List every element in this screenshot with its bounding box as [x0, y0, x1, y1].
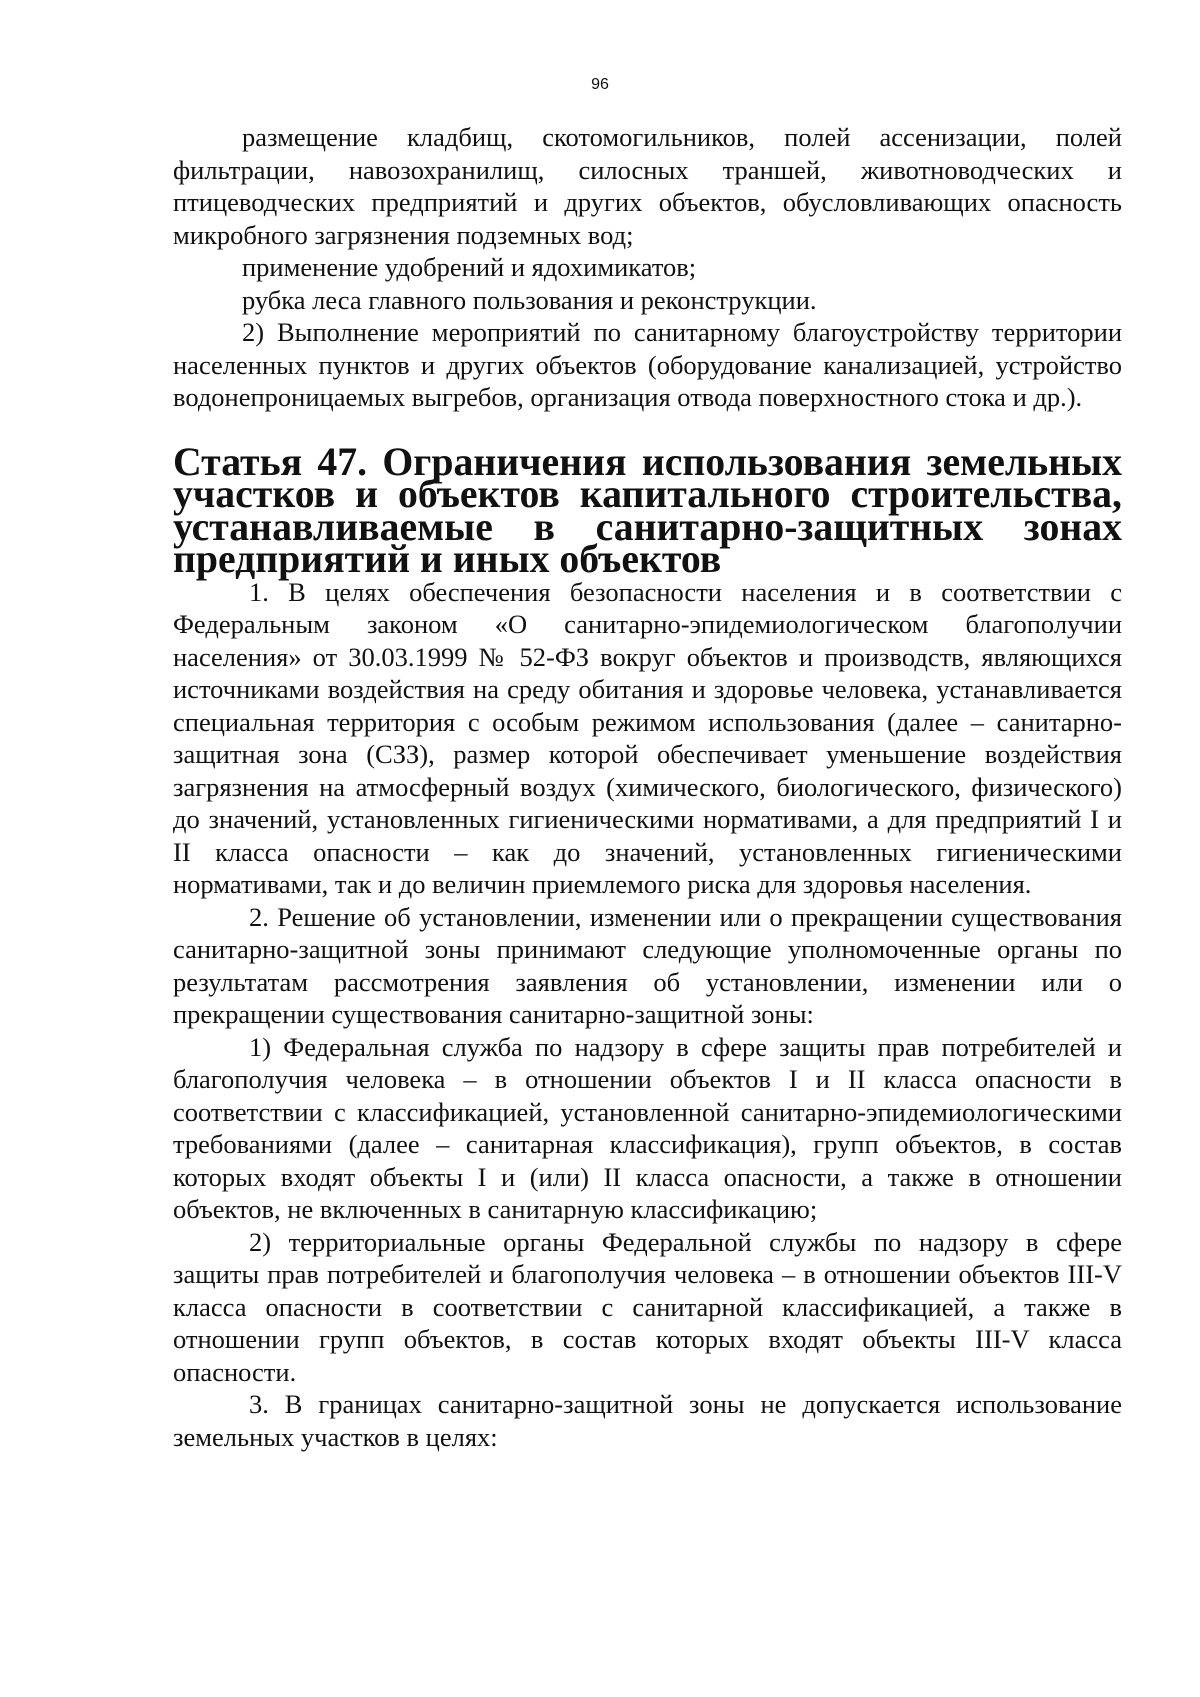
list-item: применение удобрений и ядохимикатов; [242, 252, 697, 282]
paragraph: 2. Решение об установлении, изменении или о прекращении существования санитарно-защитной зоны принимают следующие уполномоченные органы по результатам рассмотрения заявления об установлении, изменении или о прекращении существования санитарно-защитной зоны: [173, 901, 1122, 1029]
numbered-item: 1) Федеральная служба по надзору в сфере защиты прав потребителей и благополучия человека – в отношении объектов I и II класса опасности в соответствии с классификацией, установленной санитарно-эпидемиологическими требованиями (далее – санитарная классификация), групп объектов, в состав которых входят объекты I и (или) II класса опасности, а также в отношении объектов, не включенных в санитарную классификацию; [173, 1031, 1122, 1224]
numbered-item: 2) Выполнение мероприятий по санитарному благоустройству территории населенных пунктов и других объектов (оборудование канализацией, устройство водонепроницаемых выгребов, организация отвода поверхностного стока и др.). [173, 317, 1122, 412]
list-item: рубка леса главного пользования и реконструкции. [242, 284, 817, 315]
paragraph: 1. В целях обеспечения безопасности населения и в соответствии с Федеральным законом «О санитарно-эпидемиологическом благополучии населения» от 30.03.1999 № 52-ФЗ вокруг объектов и производств, являющихся источниками воздействия на среду обитания и здоровье человека, устанавливается специальная территория с особым режимом использования (далее – санитарно-защитная зона (СЗЗ), размер которой обеспечивает уменьшение воздействия загрязнения на атмосферный воздух (химического, биологического, физического) до значений, установленных гигиеническими нормативами, а для предприятий I и II класса опасности – как до значений, установленных гигиеническими нормативами, так и до величин приемлемого риска для здоровья населения. [173, 576, 1122, 899]
list-item: размещение кладбищ, скотомогильников, полей ассенизации, полей фильтрации, навозохранилищ, силосных траншей, животноводческих и птицеводческих предприятий и других объектов, обусловливающих опасность микробного загрязнения подземных вод; [173, 122, 1122, 250]
document-body [173, 121, 1122, 1453]
paragraph: 3. В границах санитарно-защитной зоны не допускается использование земельных участков в целях: [173, 1389, 1122, 1452]
page-number: 96 [591, 76, 609, 93]
numbered-item: 2) территориальные органы Федеральной службы по надзору в сфере защиты прав потребителей и благополучия человека – в отношении объектов III-V класса опасности в соответствии с санитарной классификацией, а также в отношении групп объектов, в состав которых входят объекты III-V класса опасности. [173, 1226, 1122, 1387]
article-title: Статья 47. Ограничения использования земельных участков и объектов капитального строительства, устанавливаемые в санитарно-защитных зонах предприятий и иных объектов [173, 439, 1122, 581]
